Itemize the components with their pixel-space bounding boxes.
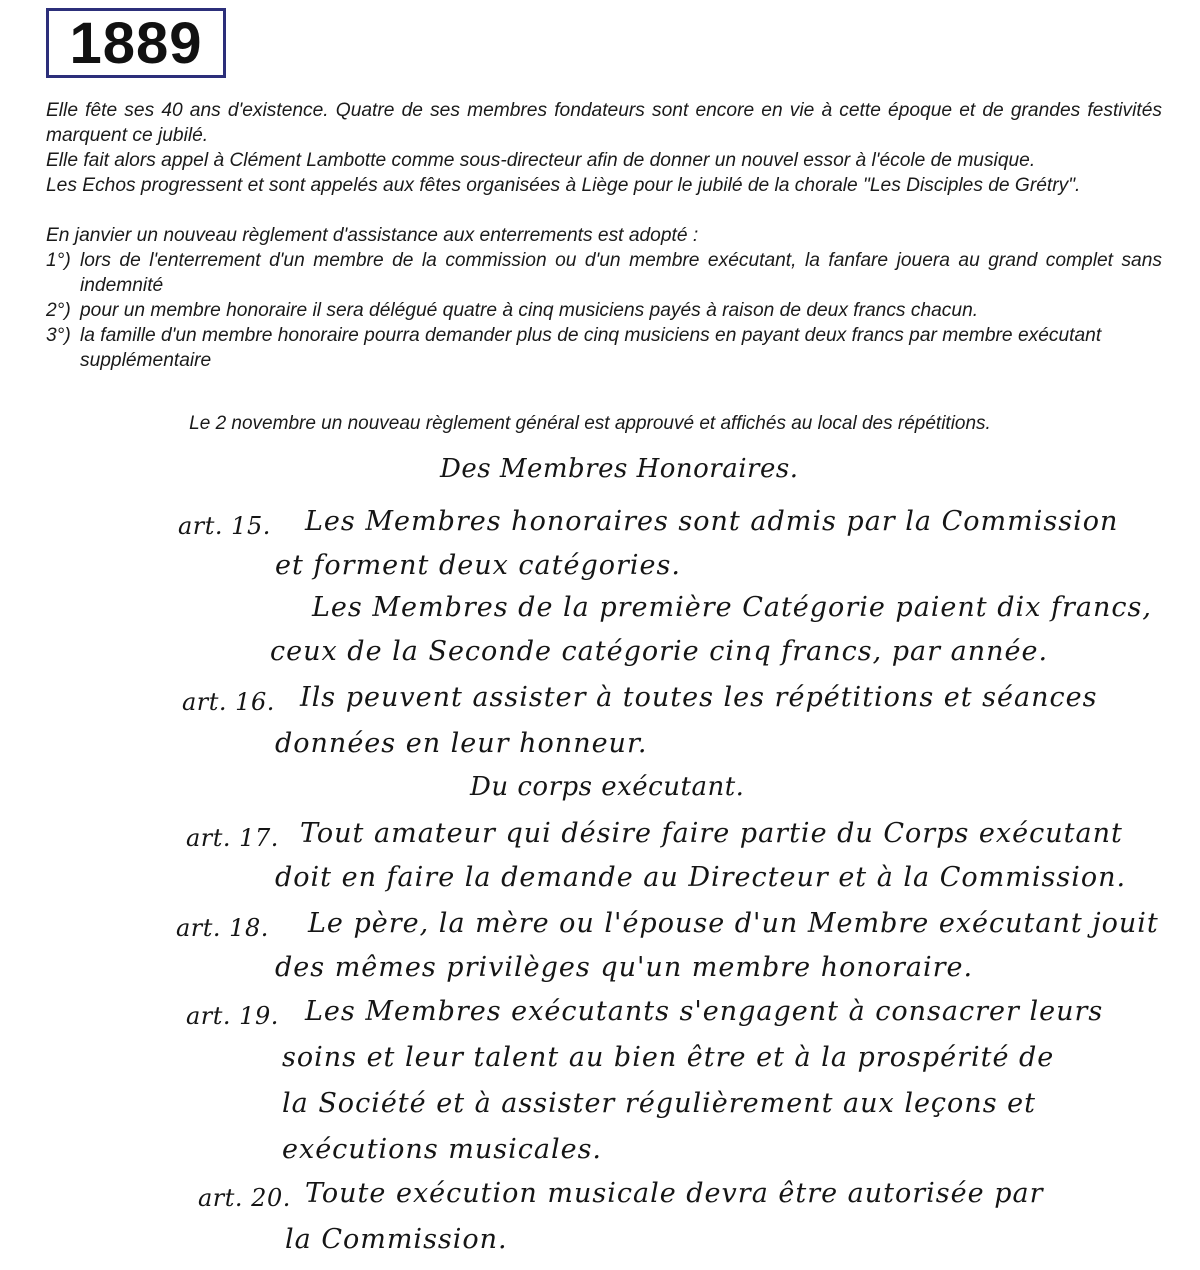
- rule-item: [46, 248, 1162, 298]
- rule-item: [46, 298, 1162, 323]
- heading-executant: Du corps exécutant.: [470, 772, 745, 802]
- november-line: Le 2 novembre un nouveau règlement général est approuvé et affichés au local des répétitions.: [189, 413, 991, 434]
- article-line: et forment deux catégories.: [275, 550, 681, 581]
- article-line: Le père, la mère ou l'épouse d'un Membre exécutant jouit: [308, 908, 1159, 939]
- article-line: données en leur honneur.: [275, 728, 648, 759]
- article-line: Les Membres de la première Catégorie paient dix francs,: [312, 592, 1152, 623]
- january-intro: En janvier un nouveau règlement d'assistance aux enterrements est adopté :: [46, 225, 699, 246]
- article-line: doit en faire la demande au Directeur et à la Commission.: [275, 862, 1127, 893]
- rule-text: la famille d'un membre honoraire pourra demander plus de cinq musiciens en payant deux francs par membre exécutant supplémentaire: [80, 325, 1102, 371]
- intro-text: [46, 98, 1162, 373]
- rule-number: 2°): [46, 300, 71, 321]
- heading-honoraires: Des Membres Honoraires.: [440, 454, 799, 484]
- handwritten-regulation: [0, 440, 1200, 1270]
- rule-text: pour un membre honoraire il sera délégué quatre à cinq musiciens payés à raison de deux francs chacun.: [80, 300, 979, 321]
- article-line: Tout amateur qui désire faire partie du Corps exécutant: [300, 818, 1123, 849]
- article-label: art. 16.: [182, 688, 275, 716]
- rule-item: [46, 323, 1162, 373]
- article-line: Toute exécution musicale devra être autorisée par: [305, 1178, 1044, 1209]
- article-line: Les Membres honoraires sont admis par la Commission: [305, 506, 1119, 537]
- article-label: art. 17.: [186, 824, 279, 852]
- article-label: art. 18.: [176, 914, 269, 942]
- rule-text: lors de l'enterrement d'un membre de la commission ou d'un membre exécutant, la fanfare jouera au grand complet sans indemnité: [80, 250, 1162, 296]
- article-label: art. 15.: [178, 512, 271, 540]
- article-line: Les Membres exécutants s'engagent à consacrer leurs: [305, 996, 1104, 1027]
- article-line: ceux de la Seconde catégorie cinq francs, par année.: [270, 636, 1049, 667]
- article-line: la Commission.: [285, 1224, 508, 1255]
- article-line: soins et leur talent au bien être et à la prospérité de: [282, 1042, 1055, 1073]
- article-line: exécutions musicales.: [282, 1134, 603, 1165]
- year-title: 1889: [69, 10, 203, 76]
- article-line: la Société et à assister régulièrement aux leçons et: [282, 1088, 1036, 1119]
- year-box: [46, 8, 226, 78]
- article-label: art. 19.: [186, 1002, 279, 1030]
- article-label: art. 20.: [198, 1184, 291, 1212]
- rule-number: 1°): [46, 250, 71, 271]
- intro-paragraph: Elle fait alors appel à Clément Lambotte comme sous-directeur afin de donner un nouvel essor à l'école de musique.: [46, 150, 1036, 171]
- intro-paragraph: Elle fête ses 40 ans d'existence. Quatre de ses membres fondateurs sont encore en vie à cette époque et de grandes festivités marquent ce jubilé.: [46, 100, 1162, 146]
- rule-number: 3°): [46, 325, 71, 346]
- intro-paragraph: Les Echos progressent et sont appelés aux fêtes organisées à Liège pour le jubilé de la chorale "Les Disciples de Grétry".: [46, 175, 1081, 196]
- article-line: Ils peuvent assister à toutes les répétitions et séances: [300, 682, 1098, 713]
- article-line: des mêmes privilèges qu'un membre honoraire.: [275, 952, 974, 983]
